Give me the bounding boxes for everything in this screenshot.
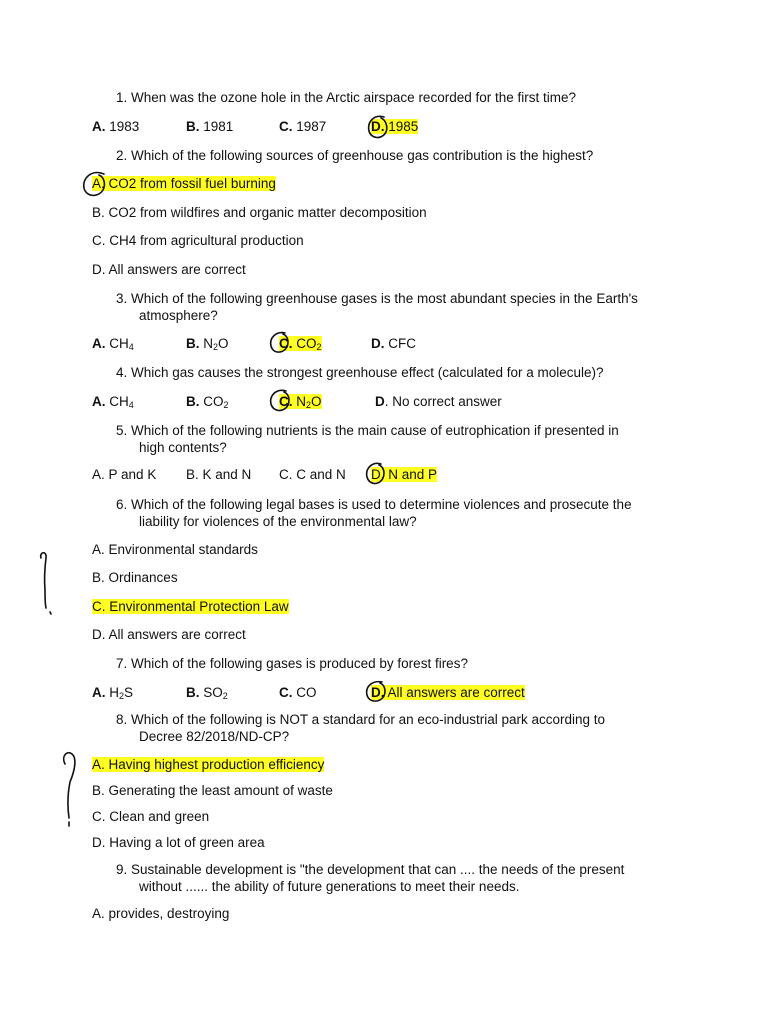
q4-option-d: D. No correct answer [375,394,502,409]
q3-option-d: D. CFC [371,336,417,351]
q7-option-a: A. $H_2S$ [92,685,134,701]
question-1 [116,89,576,106]
q6-option-b: B. Ordinances [92,570,178,585]
q1-option-a: A. 1983 [92,119,140,134]
q4-option-a: A. $CH_4$ [92,394,134,410]
q7-option-d: D. All answers are correct [371,685,525,700]
q5-option-a: A. P and K [92,467,157,482]
question-6: 6. Which of the following legal bases is used to determine violences and prosecute the liability for violences of the environmental law? [116,497,632,529]
q2-option-a: A. CO2 from fossil fuel burning [92,176,276,191]
q1-option-d: D. 1985 [371,119,419,134]
question-8: 8. Which of the following is NOT a standard for an eco-industrial park according to Decree 82/2018/ND-CP? [116,712,606,744]
handwritten-mark-q6 [33,548,57,620]
q6-option-c: C. Environmental Protection Law [92,599,289,614]
q8-option-a: A. Having highest production efficiency [92,757,325,772]
q4-option-c: C. $N_2O$ [279,394,322,410]
q4-option-b: B. $CO_2$ [186,394,229,410]
q6-option-d: D. All answers are correct [92,627,246,642]
q6-option-a: A. Environmental standards [92,542,258,557]
q2-option-c: C. CH4 from agricultural production [92,233,304,248]
question-text: When was the ozone hole in the Arctic airspace recorded for the first time? [131,90,577,105]
question-5: 5. Which of the following nutrients is the main cause of eutrophication if presented in high contents? [116,423,619,455]
question-7: 7. Which of the following gases is produced by forest fires? [116,656,468,671]
q9-option-a: A. provides, destroying [92,906,230,921]
q8-option-b: B. Generating the least amount of waste [92,783,333,798]
q2-option-d: D. All answers are correct [92,262,246,277]
q1-option-b: B. 1981 [186,119,234,134]
q5-option-d: D. N and P [371,467,438,482]
question-2: 2. Which of the following sources of greenhouse gas contribution is the highest? [116,148,594,163]
q2-option-b: B. CO2 from wildfires and organic matter decomposition [92,205,427,220]
q5-option-b: B. K and N [186,467,252,482]
q3-option-c: C. $CO_2$ [279,336,322,352]
q1-option-c: C. 1987 [279,119,327,134]
q7-option-c: C. CO [279,685,317,700]
q5-option-c: C. C and N [279,467,346,482]
handwritten-mark-q8 [55,748,85,830]
q3-option-a: A. $CH_4$ [92,336,134,352]
q8-option-c: C. Clean and green [92,809,210,824]
question-3: 3. Which of the following greenhouse gases is the most abundant species in the Earth's atmosphere? [116,291,638,323]
q7-option-b: B. $SO_2$ [186,685,228,701]
q3-option-b: B. $N_2O$ [186,336,229,352]
question-number: 1. [116,90,128,105]
question-4: 4. Which gas causes the strongest greenhouse effect (calculated for a molecule)? [116,365,604,380]
question-9: 9. Sustainable development is "the development that can .... the needs of the present without ...... the ability of future generations to meet their needs. [116,862,625,894]
q8-option-d: D. Having a lot of green area [92,835,265,850]
